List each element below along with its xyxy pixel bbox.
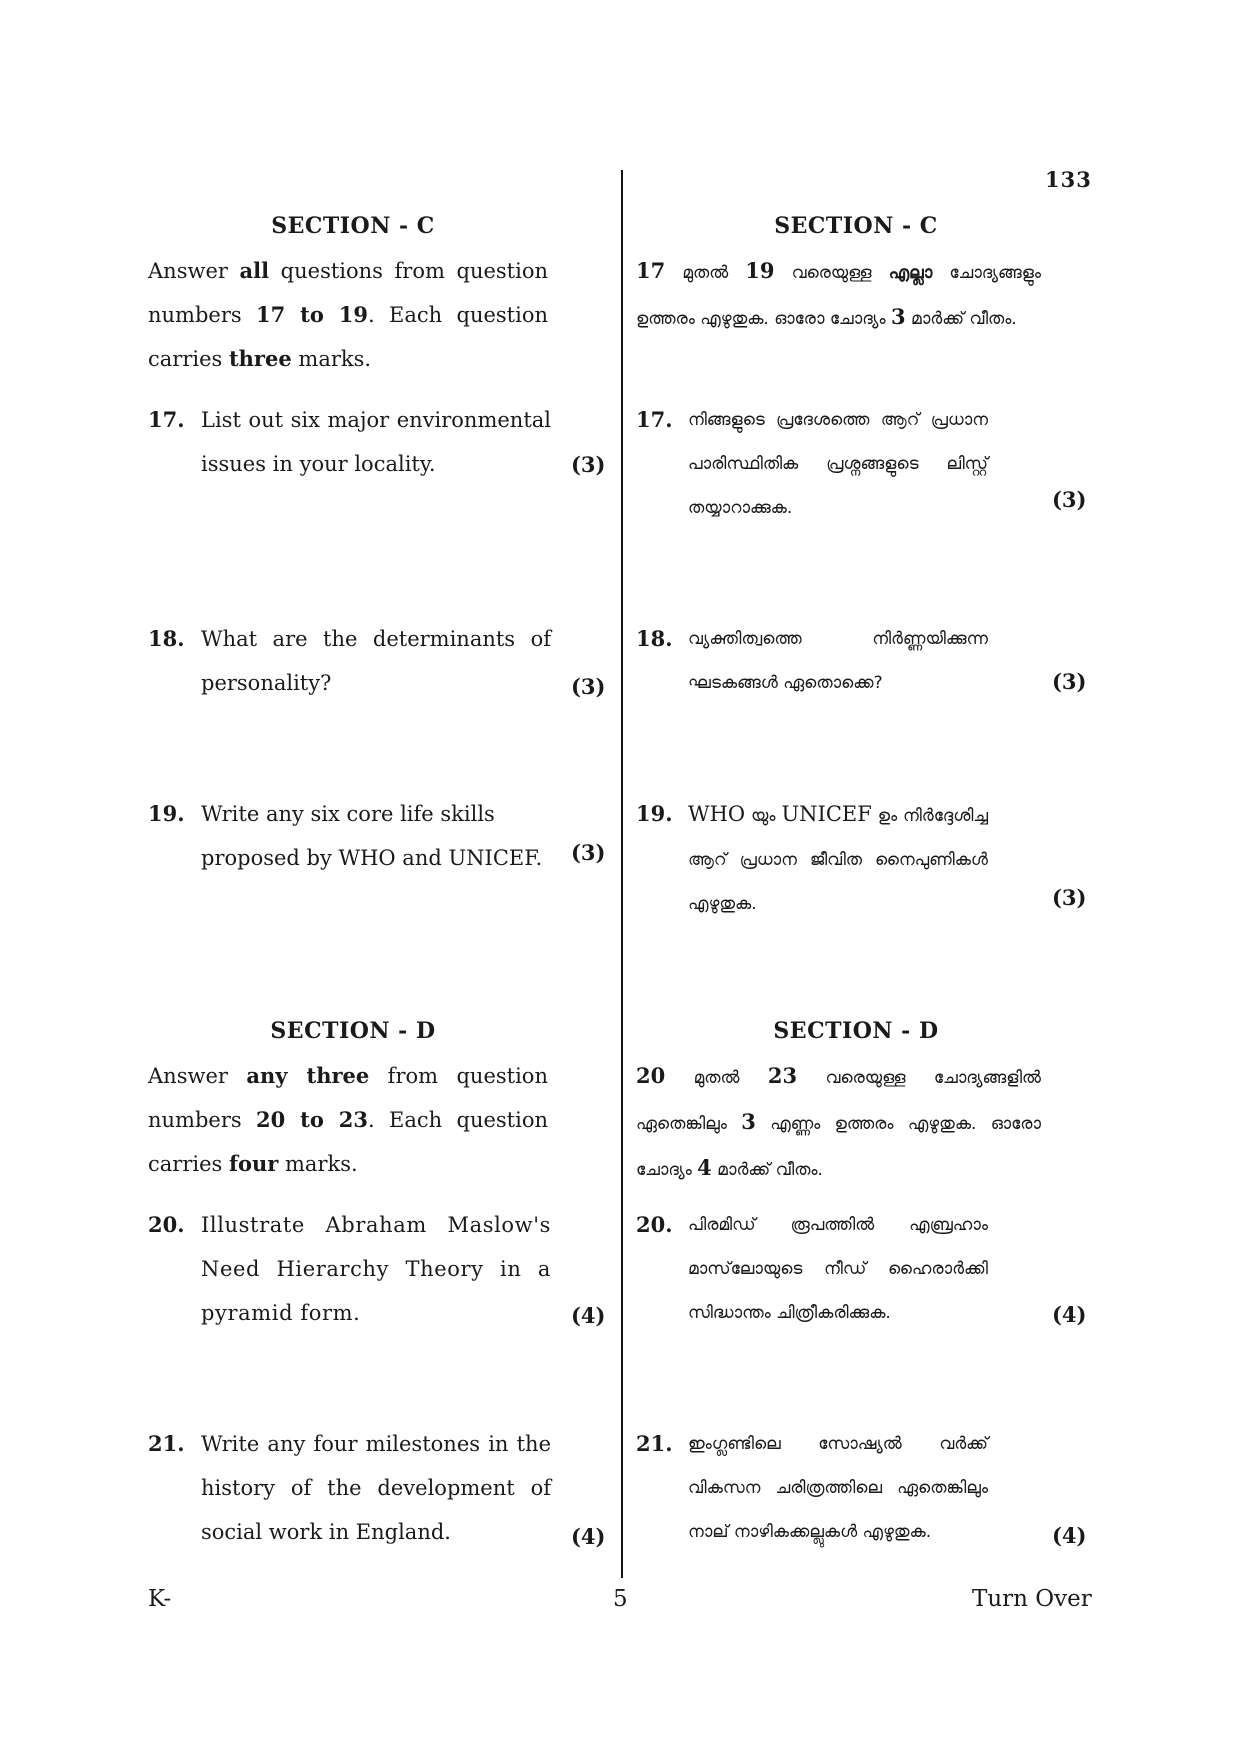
question-text: ഇംഗ്ലണ്ടിലെ സോഷ്യൽ വർക്ക് വികസന ചരിത്രത്തിലെ ഏതെങ്കിലും നാല് നാഴികക്കല്ലുകൾ എഴുതുക. (688, 1434, 988, 1542)
question-19-ml (636, 792, 1041, 932)
section-c-instructions: Answer all questions from question numbers 17 to 19. Each question carries three marks. (148, 258, 548, 371)
question-text: Illustrate Abraham Maslow's Need Hierarchy Theory in a pyramid form. (201, 1213, 551, 1325)
question-number: 17. (148, 407, 185, 432)
question-21 (148, 1422, 551, 1552)
question-number: 17. (636, 407, 673, 432)
question-20-ml (636, 1203, 1041, 1343)
question-21-ml-mark: (4) (1052, 1523, 1087, 1548)
section-d-instructions-ml: 20 മുതൽ 23 വരെയുള്ള ചോദ്യങ്ങളിൽ ഏതെങ്കിലും 3 എണ്ണം ഉത്തരം എഴുതുക. ഓരോ ചോദ്യം 4 മാർക്ക് വീതം. (636, 1063, 1041, 1180)
question-20 (148, 1203, 551, 1333)
question-number: 20. (148, 1212, 185, 1237)
question-20-ml-mark: (4) (1052, 1302, 1087, 1327)
question-20-mark: (4) (571, 1303, 606, 1328)
question-18-mark: (3) (571, 674, 606, 699)
question-number: 19. (636, 801, 673, 826)
section-d-instructions: Answer any three from question numbers 20 to 23. Each question carries four marks. (148, 1063, 548, 1176)
question-number: 18. (148, 626, 185, 651)
question-text: Write any six core life skills proposed by WHO and UNICEF. (201, 802, 543, 870)
question-21-ml (636, 1422, 1041, 1562)
question-21-mark: (4) (571, 1524, 606, 1549)
section-c-heading: SECTION - C (271, 213, 435, 239)
page-number-top: 133 (1045, 167, 1092, 192)
section-c-heading-ml: SECTION - C (774, 213, 938, 239)
question-19-ml-mark: (3) (1052, 885, 1087, 910)
section-c-instructions-ml: 17 മുതൽ 19 വരെയുള്ള എല്ലാ ചോദ്യങ്ങളും ഉത്തരം എഴുതുക. ഓരോ ചോദ്യം 3 മാർക്ക് വീതം. (636, 258, 1041, 329)
question-text: WHO യും UNICEF ഉം നിർദ്ദേശിച്ച ആറ് പ്രധാന ജീവിത നൈപുണികൾ എഴുതുക. (688, 802, 988, 914)
question-18-ml (636, 617, 1041, 707)
english-column (148, 0, 606, 1600)
question-number: 18. (636, 626, 673, 651)
question-number: 19. (148, 801, 185, 826)
section-d-heading-ml: SECTION - D (773, 1018, 939, 1044)
question-text: Write any four milestones in the history of the development of social work in England. (201, 1432, 551, 1544)
question-17 (148, 398, 551, 488)
question-18-ml-mark: (3) (1052, 669, 1087, 694)
question-19 (148, 792, 548, 882)
question-19-mark: (3) (571, 840, 606, 865)
question-17-mark: (3) (571, 452, 606, 477)
question-text: What are the determinants of personality? (201, 627, 551, 695)
question-number: 21. (148, 1431, 185, 1456)
question-number: 21. (636, 1431, 673, 1456)
question-18 (148, 617, 551, 707)
question-17-ml (636, 398, 1041, 538)
question-text: List out six major environmental issues in your locality. (201, 408, 551, 476)
column-divider (621, 170, 623, 1578)
footer-page-number: 5 (613, 1586, 628, 1612)
section-d-heading: SECTION - D (270, 1018, 436, 1044)
question-text: പിരമിഡ് രൂപത്തിൽ എബ്രഹാം മാസ്‌ലോയുടെ നീഡ് ഹൈരാർക്കി സിദ്ധാന്തം ചിത്രീകരിക്കുക. (688, 1215, 988, 1323)
footer-code: K- (148, 1586, 172, 1612)
question-text: വ്യക്തിത്വത്തെ നിർണ്ണയിക്കുന്ന ഘടകങ്ങൾ ഏതൊക്കെ? (688, 629, 988, 693)
question-text: നിങ്ങളുടെ പ്രദേശത്തെ ആറ് പ്രധാന പാരിസ്ഥിതിക പ്രശ്നങ്ങളുടെ ലിസ്റ്റ് തയ്യാറാക്കുക. (688, 410, 988, 518)
footer-turn-over: Turn Over (972, 1586, 1092, 1612)
question-number: 20. (636, 1212, 673, 1237)
question-17-ml-mark: (3) (1052, 487, 1087, 512)
